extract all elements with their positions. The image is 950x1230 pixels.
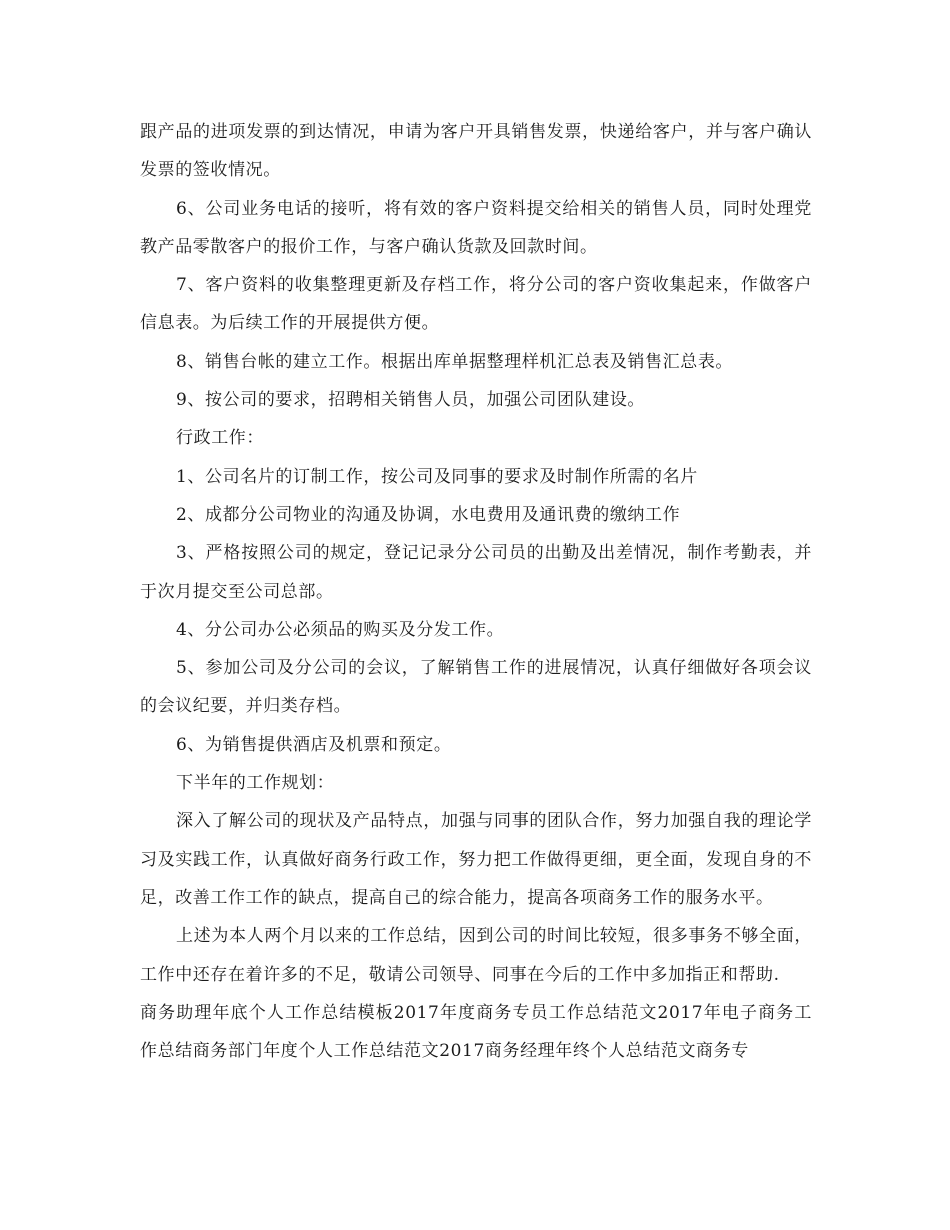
paragraph-item-7-customer-info: 7、客户资料的收集整理更新及存档工作，将分公司的客户资收集起来，作做客户信息表。为后续工作的开展提供方便。: [140, 275, 812, 334]
paragraph-plan-body: 深入了解公司的现状及产品特点，加强与同事的团队合作，努力加强自我的理论学习及实践工作，认真做好商务行政工作，努力把工作做得更细，更全面，发现自身的不足，改善工作工作的缺点，提高自己的综合能力，提高各项商务工作的服务水平。: [140, 811, 812, 908]
paragraph-item-8-sales-ledger: 8、销售台帐的建立工作。根据出库单据整理样机汇总表及销售汇总表。: [176, 351, 734, 372]
paragraph-related-titles: 商务助理年底个人工作总结模板2017年度商务专员工作总结范文2017年电子商务工作总结商务部门年度个人工作总结范文2017商务经理年终个人总结范文商务专: [140, 1002, 812, 1062]
document-body: [140, 113, 812, 1070]
paragraph-item-9-recruitment: 9、按公司的要求，招聘相关销售人员，加强公司团队建设。: [176, 390, 646, 411]
paragraph-item-6-phone: 6、公司业务电话的接听，将有效的客户资料提交给相关的销售人员，同时处理党教产品零散客户的报价工作，与客户确认货款及回款时间。: [140, 198, 812, 257]
section-heading-second-half-plan: 下半年的工作规划：: [176, 773, 335, 794]
paragraph-summary-conclusion: 上述为本人两个月以来的工作总结，因到公司的时间比较短，很多事务不够全面，工作中还存在着许多的不足，敬请公司领导、同事在今后的工作中多加指正和帮助.: [140, 926, 812, 985]
paragraph-admin-item-5: 5、参加公司及分公司的会议，了解销售工作的进展情况，认真仔细做好各项会议的会议纪要，并归类存档。: [140, 658, 812, 717]
paragraph-admin-item-6: 6、为销售提供酒店及机票和预定。: [176, 734, 452, 755]
section-heading-admin-work: 行政工作：: [176, 428, 264, 449]
paragraph-admin-item-1: 1、公司名片的订制工作，按公司及同事的要求及时制作所需的名片: [176, 466, 698, 487]
paragraph-admin-item-3: 3、严格按照公司的规定，登记记录分公司员的出勤及出差情况，制作考勤表，并于次月提交至公司总部。: [140, 543, 812, 602]
paragraph-admin-item-4: 4、分公司办公必须品的购买及分发工作。: [176, 619, 505, 640]
paragraph-invoice-followup: 跟产品的进项发票的到达情况，申请为客户开具销售发票，快递给客户，并与客户确认发票的签收情况。: [140, 122, 812, 181]
paragraph-admin-item-2: 2、成都分公司物业的沟通及协调，水电费用及通讯费的缴纳工作: [176, 504, 681, 525]
